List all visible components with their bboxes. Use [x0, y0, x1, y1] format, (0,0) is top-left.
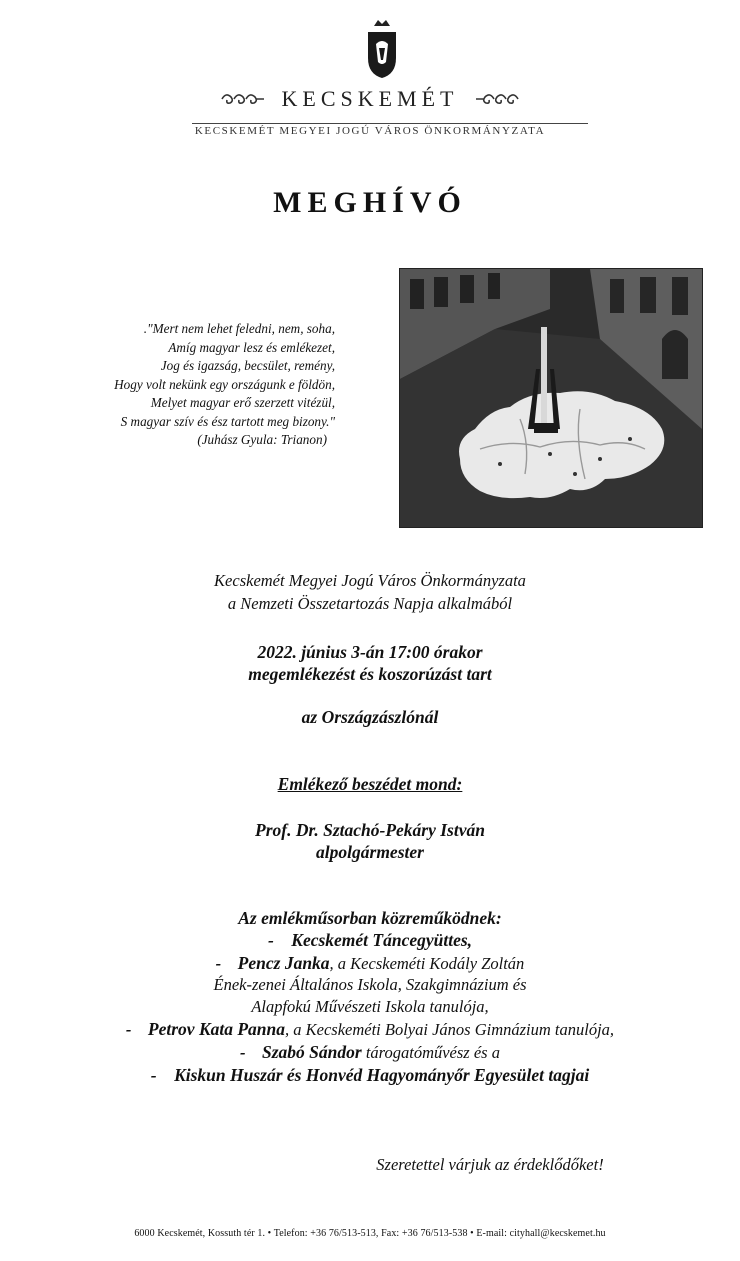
speaker-name: Prof. Dr. Sztachó-Pekáry István: [255, 820, 485, 840]
event-description: megemlékezést és koszorúzást tart: [248, 664, 492, 684]
scroll-ornament-icon: [220, 90, 266, 108]
event-datetime: 2022. június 3-án 17:00 órakor: [257, 642, 483, 662]
participant-name: Kecskemét Táncegyüttes,: [291, 930, 473, 950]
list-dash: -: [240, 1043, 246, 1062]
participant-name: Petrov Kata Panna: [147, 1019, 286, 1039]
participant-detail-line: Ének-zenei Általános Iskola, Szakgimnázium és: [213, 975, 527, 994]
event-location: az Országzászlónál: [301, 707, 439, 727]
participant-detail: , a Kecskeméti Kodály Zoltán: [329, 954, 525, 973]
participant-detail: tárogatóművész és a: [361, 1043, 500, 1062]
participant-line: [0, 953, 740, 974]
poem-line: Melyet magyar erő szerzett vitézül,: [150, 395, 335, 410]
speech-heading: Emlékező beszédet mond:: [277, 774, 463, 794]
participant-line: [0, 930, 740, 951]
poem-attribution: (Juhász Gyula: Trianon): [197, 432, 327, 447]
organizer-line: Kecskemét Megyei Jogú Város Önkormányzata: [214, 571, 526, 590]
page-title: MEGHÍVÓ: [273, 186, 467, 219]
participant-name: Pencz Janka: [237, 953, 330, 973]
scroll-ornament-icon: [474, 90, 520, 108]
participant-detail-line: Alapfokú Művészeti Iskola tanulója,: [251, 997, 489, 1016]
footer-contact: 6000 Kecskemét, Kossuth tér 1. • Telefon: +36 76/513-513, Fax: +36 76/513-538 • E-mail: cityhall@kecskemet.hu: [134, 1228, 606, 1239]
participant-detail: , a Kecskeméti Bolyai János Gimnázium tanulója,: [285, 1020, 615, 1039]
poem-line: Hogy volt nekünk egy országunk e földön,: [114, 376, 335, 392]
brand-name: KECSKEMÉT: [281, 86, 459, 111]
poem-line: S magyar szív és ész tartott meg bizony.": [120, 413, 335, 429]
participant-name: Kiskun Huszár és Honvéd Hagyományőr Egyesület tagjai: [174, 1065, 590, 1085]
brand-row: [0, 86, 740, 116]
program-heading: Az emlékműsorban közreműködnek:: [238, 908, 502, 928]
list-dash: -: [150, 1065, 157, 1085]
participant-line: [0, 1042, 740, 1063]
poem-line: Amíg magyar lesz és emlékezet,: [168, 339, 335, 355]
memorial-photo: [399, 268, 703, 528]
poem-line: Jog és igazság, becsület, remény,: [160, 358, 335, 373]
header-subtitle: KECSKEMÉT MEGYEI JOGÚ VÁROS ÖNKORMÁNYZATA: [194, 125, 546, 137]
participant-line: [0, 1065, 740, 1086]
poem: [40, 320, 335, 450]
header-rule: [192, 123, 588, 124]
occasion-line: a Nemzeti Összetartozás Napja alkalmából: [227, 594, 513, 613]
list-dash: -: [125, 1020, 132, 1039]
city-crest-icon: [362, 18, 402, 80]
list-dash: -: [267, 930, 274, 950]
list-dash: -: [215, 954, 222, 973]
poem-line: ."Mert nem lehet feledni, nem, soha,: [143, 321, 335, 336]
participant-line: [0, 1019, 740, 1040]
closing-line: Szeretettel várjuk az érdeklődőket!: [376, 1155, 604, 1174]
speaker-title: alpolgármester: [316, 842, 424, 862]
participant-name: Szabó Sándor: [262, 1042, 362, 1062]
